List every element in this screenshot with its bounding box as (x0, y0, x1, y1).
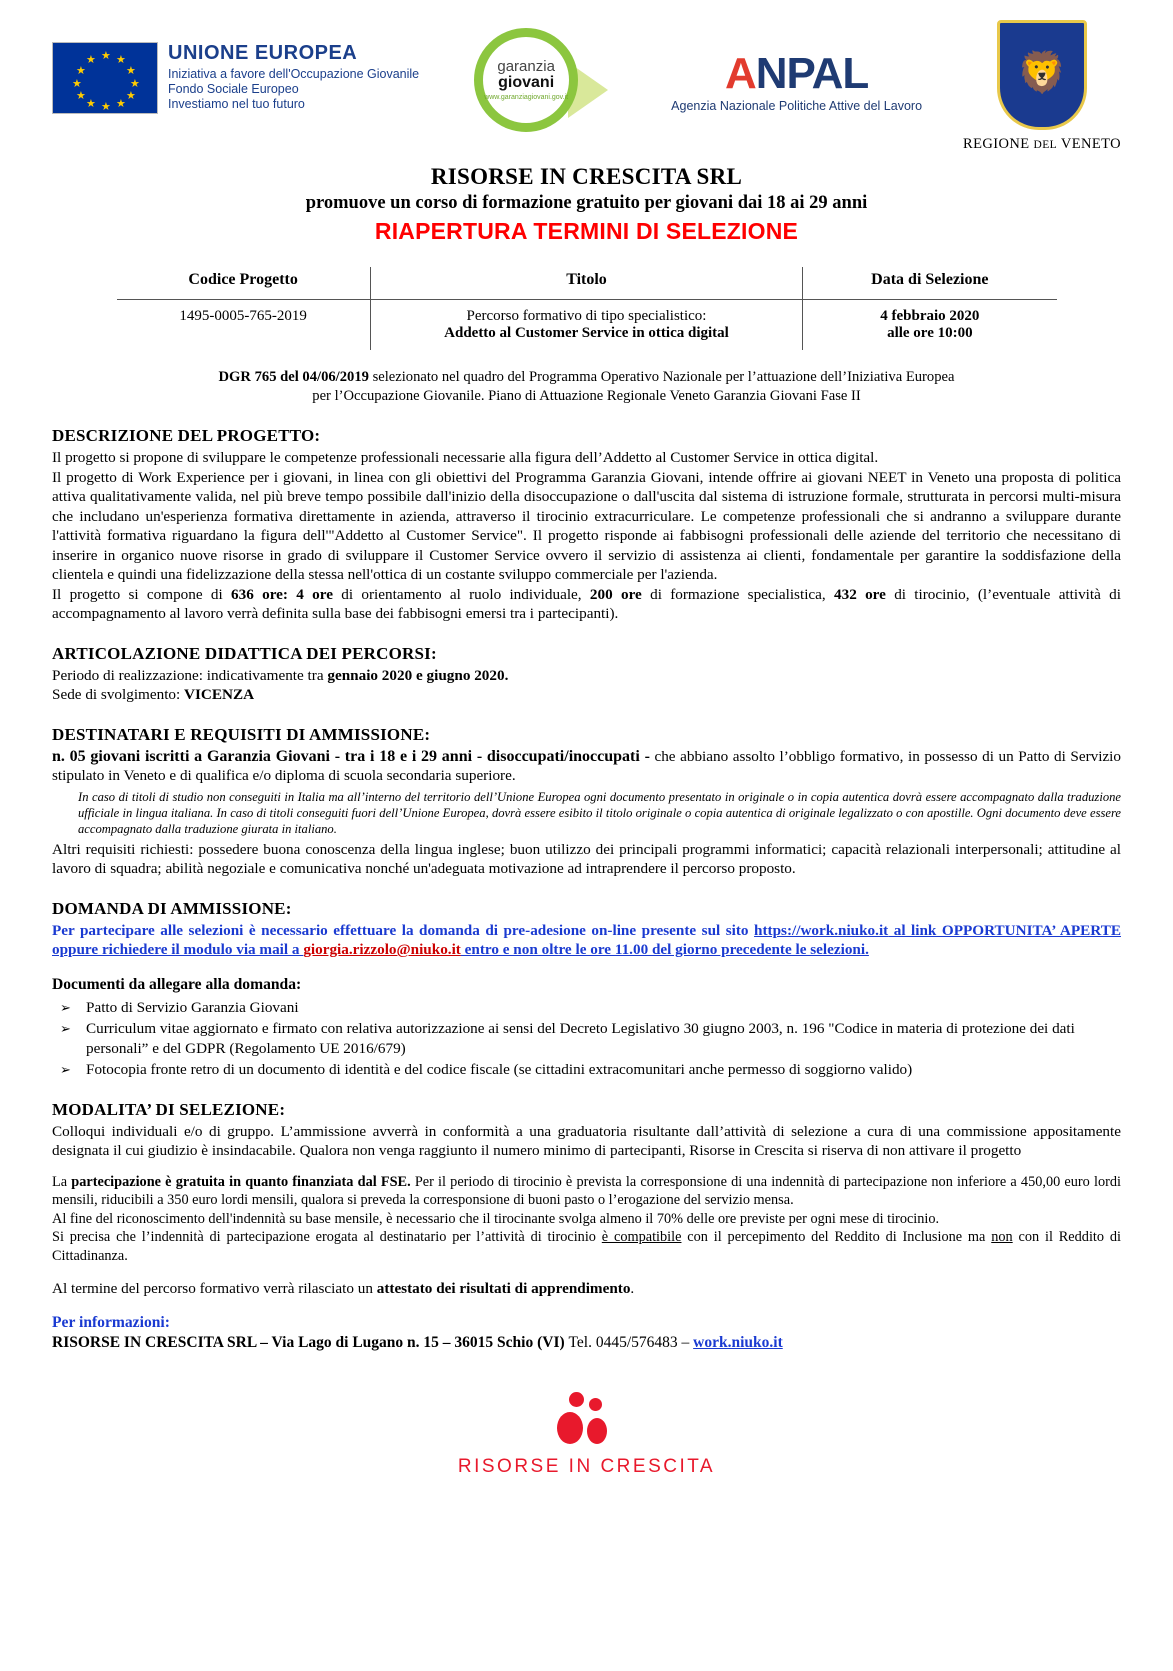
reddito-text-a: Si precisa che l’indennità di partecipazione erogata al destinatario per l’attività di tirocinio (52, 1229, 602, 1245)
eu-title: UNIONE EUROPEA (168, 42, 358, 64)
dot-icon (569, 1392, 584, 1407)
gg-url: www.garanziagiovani.gov.it (484, 94, 569, 101)
destinatari-paragraph-1 (52, 747, 1121, 786)
section-heading-descrizione: DESCRIZIONE DEL PROGETTO: (52, 426, 321, 445)
arrow-bullet-icon: ➢ (60, 1062, 71, 1077)
page-subtitle: promuove un corso di formazione gratuito per giovani dai 18 ai 29 anni (305, 193, 868, 213)
veneto-caption-2: VENETO (1060, 136, 1121, 152)
cell-codice-progetto: 1495-0005-765-2019 (179, 308, 307, 324)
veneto-caption (963, 136, 1121, 153)
articolazione-sede (52, 685, 1121, 705)
section-heading-modalita: MODALITA’ DI SELEZIONE: (52, 1099, 286, 1119)
destinatari-requisito-bold: n. 05 giovani iscritti a Garanzia Giovani - tra i 18 e i 29 anni - disoccupati/inoccupati - (52, 747, 650, 765)
eu-line-1: Iniziativa a favore dell'Occupazione Giovanile (168, 67, 420, 81)
eu-logo-text (168, 42, 419, 112)
finanziamento-text-b: Per il periodo di tirocinio è prevista la corresponsione di una indennità di partecipazione non inferiore a 450,00 euro lordi mensili, riducibili a 350 euro lordi mensili, qualora si preveda la corresponsione di buoni pasto o l’erogazione del servizio mensa. (52, 1173, 1121, 1208)
veneto-caption-small: DEL (1033, 139, 1058, 151)
ore-formazione: 200 ore (589, 585, 642, 603)
arrow-bullet-icon: ➢ (60, 999, 71, 1015)
work-niuko-link[interactable]: https://work.niuko.it (754, 921, 889, 939)
attestato-bold: attestato dei risultati di apprendimento (376, 1280, 631, 1297)
lion-shield-icon (997, 20, 1087, 130)
contact-line (52, 1334, 1121, 1352)
gg-line-2: giovani (498, 74, 555, 91)
ore-text-c: di formazione specialistica, (641, 585, 834, 603)
eu-logo (52, 42, 419, 114)
anpal-subtitle: Agenzia Nazionale Politiche Attive del Lavoro (671, 99, 923, 113)
dgr-code: DGR 765 del 04/06/2019 (218, 369, 369, 385)
domanda-text-3: entro e non oltre le ore 11.00 del giorno precedente le selezioni. (460, 941, 869, 958)
project-info-table (117, 267, 1057, 350)
cell-data-line-1: 4 febbraio 2020 (880, 308, 980, 324)
reddito-text-c: con il Reddito di Cittadinanza. (52, 1229, 1121, 1264)
ore-text-b: di orientamento al ruolo individuale, (332, 585, 590, 603)
dgr-text: selezionato nel quadro del Programma Operativo Nazionale per l’attuazione dell’Iniziativa Europea (368, 369, 955, 385)
reddito-text-b: con il percepimento del Reddito di Inclusione ma (681, 1229, 992, 1245)
contact-phone: Tel. 0445/576483 – (568, 1334, 694, 1352)
sede-value: VICENZA (184, 686, 255, 703)
page-title: RISORSE IN CRESCITA SRL (430, 164, 743, 189)
descrizione-paragraph-1: Il progetto si propone di sviluppare le competenze professionali necessarie alla figura dell’Addetto al Customer Service in ottica digital. (52, 449, 879, 466)
dgr-line-2: per l’Occupazione Giovanile. Piano di Attuazione Regionale Veneto Garanzia Giovani Fase II (312, 388, 861, 404)
finanziamento-paragraph-3 (52, 1228, 1121, 1265)
domanda-paragraph (52, 921, 1121, 960)
column-header-codice: Codice Progetto (188, 271, 298, 288)
cell-titolo-line-2: Addetto al Customer Service in ottica digital (444, 325, 729, 341)
finanziamento-text-a: La (52, 1173, 72, 1190)
list-item (52, 1019, 1121, 1058)
risorse-dots-icon (527, 1392, 647, 1454)
section-heading-articolazione: ARTICOLAZIONE DIDATTICA DEI PERCORSI: (52, 643, 437, 663)
document-label: Fotocopia fronte retro di un documento di identità e del codice fiscale (se cittadini extracomunitari anche permesso di soggiorno valido) (86, 1061, 913, 1078)
footer-brand-name: RISORSE IN CRESCITA (457, 1456, 716, 1478)
ore-text-a: Il progetto si compone di (52, 585, 232, 603)
gg-line-1: garanzia (497, 58, 555, 75)
table-row (117, 300, 1057, 351)
garanzia-giovani-text (484, 38, 568, 122)
modalita-paragraph: Colloqui individuali e/o di gruppo. L’ammissione avverrà in conformità a una graduatoria risultante dall’attività di selezione a cura di una commissione appositamente designata il cui giudizio è insindacabile. Qualora non venga raggiunto il numero minimo di partecipanti, Risorse in Crescita si riserva di non attivare il progetto (52, 1122, 1121, 1159)
finanziamento-bold: partecipazione è gratuita in quanto finanziata dal FSE. (71, 1173, 411, 1190)
info-heading: Per informazioni: (52, 1314, 170, 1332)
domanda-text-1: Per partecipare alle selezioni è necessario effettuare la domanda di pre-adesione on-line presente sul sito (52, 921, 755, 939)
reddito-compatibile: è compatibile (601, 1229, 682, 1245)
website-link[interactable]: work.niuko.it (693, 1334, 783, 1352)
garanzia-giovani-logo (460, 22, 630, 142)
attestato-text-b: . (630, 1280, 635, 1297)
attestato-text-a: Al termine del percorso formativo verrà rilasciato un (52, 1280, 377, 1297)
section-heading-destinatari: DESTINATARI E REQUISITI DI AMMISSIONE: (52, 724, 431, 744)
subheading-documenti: Documenti da allegare alla domanda: (52, 975, 302, 993)
email-link[interactable]: giorgia.rizzolo@niuko.it (303, 941, 461, 958)
arrow-bullet-icon: ➢ (60, 1021, 71, 1036)
cell-titolo (370, 300, 802, 351)
footer-logo (52, 1392, 1121, 1484)
cell-titolo-line-1: Percorso formativo di tipo specialistico: (466, 308, 707, 324)
anpal-logo (671, 49, 923, 113)
articolazione-periodo (52, 666, 1121, 686)
contact-address: RISORSE IN CRESCITA SRL – Via Lago di Lugano n. 15 – 36015 Schio (VI) (52, 1334, 569, 1352)
sede-label: Sede di svolgimento: (52, 686, 185, 703)
highlight-banner: RIAPERTURA TERMINI DI SELEZIONE (374, 218, 799, 244)
logo-header (52, 18, 1121, 158)
lion-icon: 🦁 (1017, 49, 1067, 95)
dgr-reference (117, 368, 1057, 406)
periodo-value: gennaio 2020 e giugno 2020. (327, 666, 509, 684)
list-item (52, 1060, 1121, 1080)
column-header-titolo: Titolo (370, 267, 802, 300)
list-item (52, 998, 1121, 1018)
anpal-initial: A (724, 49, 756, 98)
finanziamento-paragraph-1 (52, 1173, 1121, 1210)
document-label: Curriculum vitae aggiornato e firmato con relativa autorizzazione ai sensi del Decreto Legislativo 30 giugno 2003, n. 196 "Codice in materia di protezione dei dati personali” e del GDPR (Regolamento UE 2016/679) (86, 1020, 1075, 1057)
column-header-data: Data di Selezione (803, 267, 1057, 300)
documents-list (52, 998, 1121, 1080)
periodo-label: Periodo di realizzazione: indicativamente tra (52, 666, 328, 684)
eu-line-2: Fondo Sociale Europeo (168, 82, 299, 96)
reddito-non: non (991, 1229, 1013, 1245)
veneto-caption-1: REGIONE (963, 136, 1030, 152)
document-label: Patto di Servizio Garanzia Giovani (86, 998, 299, 1016)
table-header-row (117, 267, 1057, 300)
finanziamento-paragraph-2: Al fine del riconoscimento dell'indennità su base mensile, è necessario che il tirocinante svolga almeno il 70% delle ore previste per ogni mese di tirocinio. (52, 1210, 940, 1227)
dot-icon (587, 1418, 607, 1444)
dot-icon (589, 1398, 602, 1411)
destinatari-paragraph-2: Altri requisiti richiesti: possedere buona conoscenza della lingua inglese; buon utilizzo dei principali programmi informatici; capacità relazionali interpersonali; attitudine al lavoro di squadra; abilità negoziale e comunicativa nonché un'adeguata motivazione ad intraprendere il percorso proposto. (52, 840, 1121, 877)
anpal-rest: NPAL (755, 49, 869, 98)
cell-data-selezione (803, 300, 1057, 351)
ore-total: 636 ore: 4 ore (231, 585, 333, 603)
section-heading-domanda: DOMANDA DI AMMISSIONE: (52, 898, 292, 918)
destinatari-requisito-text: che abbiano assolto l’obbligo formativo, in possesso di un Patto di Servizio stipulato in Veneto e di qualifica e/o diploma di scuola secondaria superiore. (52, 747, 1121, 784)
dot-icon (557, 1412, 583, 1444)
destinatari-note: In caso di titoli di studio non conseguiti in Italia ma all’interno del territorio dell’Unione Europea ogni documento presentato in originale o in copia autentica dovrà essere accompagnato dalla traduzione ufficiale in lingua italiana. In caso di titoli conseguiti fuori dell’Unione Europea, dovrà essere esibito il titolo originale o copia autentica di originale legalizzato o con apostille. Ogni documento deve essere accompagnato dalla traduzione giurata in italiano. (78, 789, 1121, 836)
domanda-text-2: al link OPPORTUNITA’ APERTE oppure richiedere il modulo via mail a (52, 921, 1121, 958)
attestato-paragraph (52, 1279, 1121, 1299)
eu-line-3: Investiamo nel tuo futuro (168, 97, 305, 111)
ore-text-d: di tirocinio, (l’eventuale attività di accompagnamento al lavoro verrà definita sulla base dei fabbisogni emersi tra i partecipanti). (52, 585, 1121, 622)
ore-tirocinio: 432 ore (834, 585, 886, 603)
eu-flag-icon: ★ ★ ★ ★ ★ ★ ★ ★ ★ ★ ★ ★ (52, 42, 158, 114)
anpal-wordmark (671, 49, 922, 98)
cell-data-line-2: alle ore 10:00 (887, 325, 973, 341)
descrizione-paragraph-2: Il progetto di Work Experience per i giovani, in linea con gli obiettivi del Programma Garanzia Giovani, intende offrire ai giovani NEET in Veneto una proposta di politica attiva qualitativamente valida, nel più breve tempo possibile dall'inizio della disoccupazione o dall'uscita dal sistema di istruzione formale, strutturata in percorsi multi-misura che includano un'esperienza formativa direttamente in azienda, attraverso il tirocinio extracurriculare. Le competenze professionali che si andranno a sviluppare durante l'attività formativa riguardano la figura dell'"Addetto al Customer Service". Il progetto risponde ai fabbisogni professionali delle aziende del territorio che necessitano di inserire in organico nuove risorse in grado di sviluppare il Customer Service ovvero il servizio di assistenza ai clienti, fondamentale per garantire la soddisfazione della clientela e quindi una fidelizzazione della stessa nell'ottica di un costante sviluppo commerciale per l'azienda. (52, 468, 1121, 583)
descrizione-paragraph-3 (52, 585, 1121, 624)
regione-veneto-logo (963, 20, 1121, 153)
